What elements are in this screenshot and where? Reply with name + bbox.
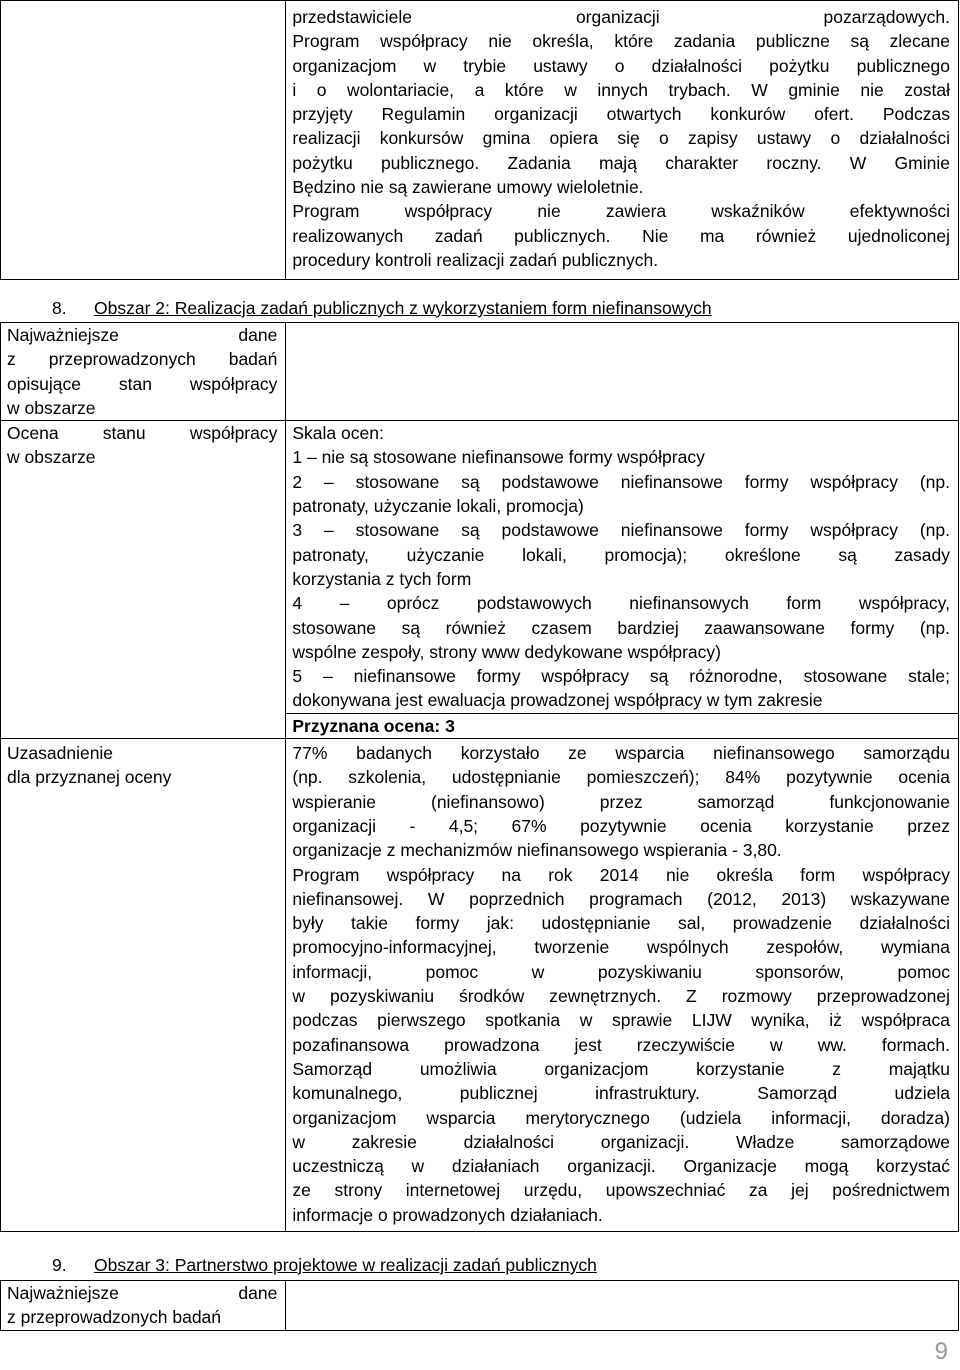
text-line: ze strony internetowej urzędu, upowszechniać za jej pośrednictwem [292, 1180, 950, 1201]
scale-line: korzystania z tych form [292, 568, 472, 589]
label-line: Najważniejsze dane [7, 1283, 278, 1303]
label-line: dla przyznanej oceny [7, 767, 172, 788]
label-line: w obszarze [7, 397, 96, 418]
label-cell [1, 323, 286, 421]
text-line: w pozyskiwaniu środków zewnętrznych. Z rozmowy przeprowadzonej [292, 986, 950, 1007]
text-line: 77% badanych korzystało ze wsparcia niefinansowego samorządu [292, 743, 950, 764]
text-line: organizacjom wsparcia merytorycznego (udziela informacji, doradza) [292, 1107, 950, 1128]
justification-cell [286, 739, 959, 1232]
text-line: przedstawiciele organizacji pozarządowych. [292, 7, 950, 27]
scale-line: patronaty, użyczanie lokali, promocja); określone są zasady [292, 544, 950, 565]
scale-line: Skala ocen: [292, 423, 384, 444]
scale-line: 1 – nie są stosowane niefinansowe formy współpracy [292, 447, 705, 468]
assigned-rating: Przyznana ocena: 3 [292, 715, 455, 736]
value-cell [286, 323, 959, 421]
scale-line: 4 – oprócz podstawowych niefinansowych form współpracy, [292, 593, 950, 614]
section-title: Obszar 3: Partnerstwo projektowe w realizacji zadań publicznych [94, 1255, 597, 1275]
scale-line: 5 – niefinansowe formy współpracy są różnorodne, stosowane stale; [292, 666, 950, 687]
text-line: promocyjno-informacyjnej, tworzenie wspólnych zespołów, wymiana [292, 937, 950, 958]
section-number: 8. [52, 298, 67, 318]
section-8-table [0, 322, 959, 1232]
continuation-text-cell [286, 1, 959, 280]
scale-line: 3 – stosowane są podstawowe niefinansowe formy współpracy (np. [292, 520, 950, 541]
label-line: z przeprowadzonych badań [7, 349, 278, 370]
rating-cell [286, 713, 959, 738]
table-row [1, 1281, 959, 1331]
table-row [1, 421, 959, 714]
continuation-table [0, 0, 959, 280]
label-cell [1, 739, 286, 1232]
scale-line: dokonywana jest ewaluacja prowadzonej współpracy w tym zakresie [292, 690, 823, 711]
text-line: uczestniczą w działaniach organizacji. Organizacje mogą korzystać [292, 1156, 950, 1177]
text-line: Będzino nie są zawierane umowy wieloletnie. [292, 177, 644, 198]
text-line: procedury kontroli realizacji zadań publicznych. [292, 249, 659, 270]
text-line: organizacje z mechanizmów niefinansowego wspierania - 3,80. [292, 840, 782, 861]
table-row [1, 323, 959, 421]
label-cell [1, 421, 286, 739]
text-line: informacje o prowadzonych działaniach. [292, 1204, 603, 1225]
text-line: komunalnego, publicznej infrastruktury. Samorząd udziela [292, 1083, 950, 1104]
table-row [1, 1, 959, 280]
text-line: w zakresie działalności organizacji. Władze samorządowe [292, 1131, 950, 1152]
text-line: informacji, pomoc w pozyskiwaniu sponsorów, pomoc [292, 961, 950, 982]
rating-scale-cell [286, 421, 959, 714]
table-row [1, 739, 959, 1232]
text-line: niefinansowej. W poprzednich programach (2012, 2013) wskazywane [292, 888, 950, 909]
text-line: przyjęty Regulamin organizacji otwartych konkurów ofert. Podczas [292, 104, 950, 125]
text-line: pożytku publicznego. Zadania mają charakter roczny. W Gminie [292, 152, 950, 173]
scale-line: 2 – stosowane są podstawowe niefinansowe formy współpracy (np. [292, 471, 950, 492]
section-9-heading [52, 1253, 597, 1277]
label-line: z przeprowadzonych badań [7, 1307, 222, 1328]
text-line: Samorząd umożliwia organizacjom korzystanie z majątku [292, 1058, 950, 1079]
text-line: realizowanych zadań publicznych. Nie ma również ujednoliconej [292, 225, 950, 246]
text-line: (np. szkolenia, udostępnianie pomieszczeń); 84% pozytywnie ocenia [292, 767, 950, 788]
text-line: Program współpracy nie zawiera wskaźników efektywności [292, 201, 950, 222]
label-cell [1, 1281, 286, 1331]
text-line: realizacji konkursów gmina opiera się o zapisy ustawy o działalności [292, 128, 950, 149]
page-number: 9 [934, 1338, 948, 1365]
empty-label-cell [1, 1, 286, 280]
label-line: Ocena stanu współpracy [7, 423, 278, 444]
text-line: i o wolontariacie, a które w innych trybach. W gminie nie został [292, 79, 950, 100]
label-line: Uzasadnienie [7, 743, 114, 764]
label-line: Najważniejsze dane [7, 325, 278, 345]
text-line: Program współpracy nie określa, które zadania publiczne są zlecane [292, 31, 950, 52]
scale-line: wspólne zespoły, strony www dedykowane współpracy) [292, 641, 721, 662]
label-line: w obszarze [7, 447, 96, 468]
scale-line: patronaty, użyczanie lokali, promocja) [292, 496, 584, 517]
text-line: wspieranie (niefinansowo) przez samorząd funkcjonowanie [292, 791, 950, 812]
text-line: podczas pierwszego spotkania w sprawie LIJW wynika, iż współpraca [292, 1010, 950, 1031]
section-9-table [0, 1280, 959, 1331]
text-line: były takie formy jak: udostępnianie sal, prowadzenie działalności [292, 913, 950, 934]
section-title: Obszar 2: Realizacja zadań publicznych z wykorzystaniem form niefinansowych [94, 298, 712, 318]
text-line: organizacjom w trybie ustawy o działalności pożytku publicznego [292, 55, 950, 76]
text-line: Program współpracy na rok 2014 nie określa form współpracy [292, 864, 950, 885]
section-number: 9. [52, 1255, 67, 1275]
value-cell [286, 1281, 959, 1331]
label-line: opisujące stan współpracy [7, 373, 278, 394]
section-8-heading [52, 296, 712, 320]
scale-line: stosowane są również czasem bardziej zaawansowane formy (np. [292, 617, 950, 638]
text-line: pozafinansowa prowadzona jest rzeczywiście w ww. formach. [292, 1034, 950, 1055]
text-line: organizacji - 4,5; 67% pozytywnie ocenia korzystanie przez [292, 815, 950, 836]
